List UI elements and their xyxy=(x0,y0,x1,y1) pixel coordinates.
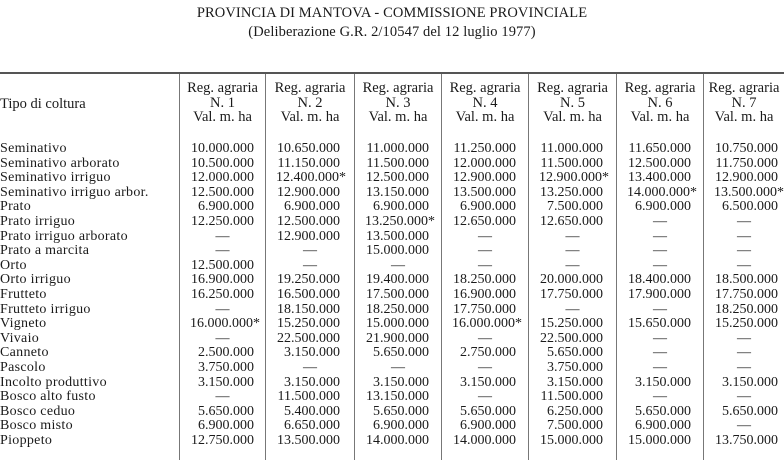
cell-value: 15.650.000 xyxy=(628,316,691,332)
cell-value: 13.500.000* xyxy=(714,184,784,200)
cell-value: 3.150.000 xyxy=(722,374,778,390)
table-row xyxy=(0,288,784,302)
column-header-line3: Val. m. ha xyxy=(280,109,340,125)
cell-value: 11.150.000 xyxy=(277,155,340,171)
column-header-line2: N. 3 xyxy=(385,94,411,111)
cell-value: 5.400.000 xyxy=(284,403,340,419)
crop-type-label: Frutteto xyxy=(0,287,47,302)
cell-value: — xyxy=(653,301,667,317)
cell-value: 15.000.000 xyxy=(366,243,429,259)
cell-value: 3.750.000 xyxy=(198,360,254,375)
cell-value: — xyxy=(737,228,751,244)
cell-value: — xyxy=(215,301,230,317)
crop-type-label: Canneto xyxy=(0,345,49,361)
table-row xyxy=(0,142,784,156)
cell-value: — xyxy=(565,301,580,317)
cell-value: 17.750.000 xyxy=(540,287,603,302)
cell-value: — xyxy=(303,243,317,259)
crop-type-label: Bosco alto fusto xyxy=(0,389,96,405)
cell-value: 2.750.000 xyxy=(460,345,516,361)
cell-value: — xyxy=(478,257,492,273)
crop-type-label: Vivaio xyxy=(0,330,40,346)
cell-value: 5.650.000 xyxy=(373,345,429,361)
cell-value: 17.500.000 xyxy=(366,287,429,302)
cell-value: — xyxy=(737,418,751,434)
column-header-line1: Reg. agraria xyxy=(449,80,521,96)
cell-value: 12.500.000 xyxy=(277,214,340,229)
cell-value: 13.150.000 xyxy=(366,389,429,405)
cell-value: 11.650.000 xyxy=(628,141,691,156)
cell-value: 22.500.000 xyxy=(540,330,603,346)
cell-value: 6.900.000 xyxy=(373,199,429,215)
cell-value: 12.650.000 xyxy=(540,214,603,229)
cell-value: 10.650.000 xyxy=(277,141,340,156)
cell-value: 5.650.000 xyxy=(373,403,429,419)
cell-value: 13.750.000 xyxy=(715,433,778,448)
cell-value: 11.500.000 xyxy=(540,155,603,171)
table-row xyxy=(0,303,784,317)
table-row xyxy=(0,405,784,419)
cell-value: — xyxy=(737,389,751,405)
cell-value: 13.150.000 xyxy=(366,184,429,200)
cell-value: — xyxy=(737,360,751,375)
cell-value: — xyxy=(565,257,580,273)
cell-value: 3.150.000 xyxy=(284,345,340,361)
cell-value: 18.250.000 xyxy=(453,272,516,288)
cell-value: 13.500.000 xyxy=(453,184,516,200)
cell-value: 6.900.000 xyxy=(198,418,254,434)
cell-value: — xyxy=(653,228,667,244)
column-header-region-6 xyxy=(617,81,703,125)
column-header-line2: N. 4 xyxy=(472,94,498,111)
crop-type-label: Bosco misto xyxy=(0,418,73,434)
cell-value: 22.500.000 xyxy=(277,330,340,346)
table-row xyxy=(0,346,784,360)
cell-value: — xyxy=(303,360,317,375)
cell-value: 16.500.000 xyxy=(277,287,340,302)
cell-value: 7.500.000 xyxy=(547,418,603,434)
cell-value: 15.000.000 xyxy=(628,433,691,448)
column-header-region-2 xyxy=(266,81,354,125)
crop-type-label: Seminativo arborato xyxy=(0,155,120,171)
cell-value: 11.000.000 xyxy=(540,141,603,156)
cell-value: 2.500.000 xyxy=(198,345,254,361)
column-header-line1: Reg. agraria xyxy=(537,80,608,96)
crop-type-label: Prato a marcita xyxy=(0,243,90,259)
crop-type-label: Orto irriguo xyxy=(0,272,71,288)
cell-value: 12.500.000 xyxy=(191,257,254,273)
column-header-line1: Reg. agraria xyxy=(362,80,434,96)
cell-value: 11.750.000 xyxy=(715,155,778,171)
cell-value: 6.900.000 xyxy=(635,418,691,434)
cell-value: 19.400.000 xyxy=(366,272,429,288)
column-header-line1: Reg. agraria xyxy=(274,80,346,96)
cell-value: 3.150.000 xyxy=(460,374,516,390)
table-row xyxy=(0,157,784,171)
cell-value: 12.400.000* xyxy=(276,170,346,186)
cell-value: 18.250.000 xyxy=(715,301,778,317)
cell-value: 20.000.000 xyxy=(540,272,603,288)
column-header-region-1 xyxy=(180,81,265,125)
cell-value: 15.250.000 xyxy=(715,316,778,332)
table-row xyxy=(0,361,784,375)
cell-value: 13.500.000 xyxy=(366,228,429,244)
cell-value: 12.650.000 xyxy=(453,214,516,229)
column-header-line2: N. 5 xyxy=(560,94,585,111)
cell-value: — xyxy=(565,228,580,244)
cell-value: 6.900.000 xyxy=(635,199,691,215)
table-row xyxy=(0,390,784,404)
cell-value: — xyxy=(653,360,667,375)
table-row xyxy=(0,434,784,448)
cell-value: 5.650.000 xyxy=(722,403,778,419)
cell-value: 6.900.000 xyxy=(460,418,516,434)
cell-value: — xyxy=(737,330,751,346)
cell-value: — xyxy=(737,257,751,273)
cell-value: 12.900.000 xyxy=(715,170,778,186)
column-header-line3: Val. m. ha xyxy=(368,109,428,125)
cell-value: — xyxy=(391,360,405,375)
cell-value: 15.250.000 xyxy=(277,316,340,332)
cell-value: 3.150.000 xyxy=(284,374,340,390)
cell-value: — xyxy=(215,330,230,346)
cell-value: 13.400.000 xyxy=(628,170,691,186)
cell-value: 21.900.000 xyxy=(366,330,429,346)
crop-type-label: Seminativo irriguo arbor. xyxy=(0,184,149,200)
column-header-line3: Val. m. ha xyxy=(455,109,515,125)
table-row xyxy=(0,171,784,185)
cell-value: 18.250.000 xyxy=(366,301,429,317)
cell-value: 12.750.000 xyxy=(191,433,254,448)
cell-value: 6.500.000 xyxy=(722,199,778,215)
cell-value: 16.250.000 xyxy=(191,287,254,302)
cell-value: 7.500.000 xyxy=(547,199,603,215)
table-row xyxy=(0,200,784,214)
cell-value: — xyxy=(653,243,667,259)
cell-value: — xyxy=(478,389,492,405)
crop-type-label: Pascolo xyxy=(0,360,46,375)
crop-type-label: Prato xyxy=(0,199,32,215)
cell-value: 12.900.000 xyxy=(277,228,340,244)
cell-value: 5.650.000 xyxy=(547,345,603,361)
cell-value: 10.750.000 xyxy=(715,141,778,156)
cell-value: 12.500.000 xyxy=(628,155,691,171)
table-row xyxy=(0,186,784,200)
cell-value: 10.500.000 xyxy=(191,155,254,171)
column-header-region-3 xyxy=(355,81,441,125)
cell-value: 18.400.000 xyxy=(628,272,691,288)
cell-value: — xyxy=(478,330,492,346)
cell-value: — xyxy=(653,330,667,346)
cell-value: 13.250.000* xyxy=(365,214,435,229)
column-header-line2: N. 6 xyxy=(647,94,673,111)
column-header-line3: Val. m. ha xyxy=(193,109,252,125)
crop-type-label: Pioppeto xyxy=(0,433,53,448)
column-header-region-5 xyxy=(529,81,616,125)
table-row xyxy=(0,215,784,229)
cell-value: 12.500.000 xyxy=(191,184,254,200)
crop-type-label: Prato irriguo arborato xyxy=(0,228,128,244)
cell-value: 3.750.000 xyxy=(547,360,603,375)
table-row xyxy=(0,259,784,273)
cell-value: 6.900.000 xyxy=(460,199,516,215)
cell-value: 12.000.000 xyxy=(191,170,254,186)
cell-value: 6.250.000 xyxy=(547,403,603,419)
crop-type-label: Prato irriguo xyxy=(0,214,76,229)
cell-value: 16.900.000 xyxy=(453,287,516,302)
table-row xyxy=(0,419,784,433)
cell-value: — xyxy=(391,257,405,273)
crop-type-label: Orto xyxy=(0,257,27,273)
column-header-line3: Val. m. ha xyxy=(714,109,774,125)
cell-value: 15.000.000 xyxy=(366,316,429,332)
cell-value: 11.500.000 xyxy=(540,389,603,405)
cell-value: — xyxy=(653,214,667,229)
cell-value: 15.000.000 xyxy=(540,433,603,448)
cell-value: 6.900.000 xyxy=(373,418,429,434)
cell-value: — xyxy=(737,214,751,229)
crop-type-label: Incolto produttivo xyxy=(0,374,107,390)
cell-value: 12.900.000 xyxy=(453,170,516,186)
cell-value: 6.650.000 xyxy=(284,418,340,434)
cell-value: 17.900.000 xyxy=(628,287,691,302)
cell-value: 11.500.000 xyxy=(277,389,340,405)
column-header-region-4 xyxy=(442,81,528,125)
cell-value: — xyxy=(215,243,230,259)
cell-value: 13.250.000 xyxy=(540,184,603,200)
cell-value: 15.250.000 xyxy=(540,316,603,332)
cell-value: 12.900.000 xyxy=(277,184,340,200)
cell-value: — xyxy=(478,360,492,375)
document-title: PROVINCIA DI MANTOVA - COMMISSIONE PROVINCIALE xyxy=(196,5,588,21)
cell-value: 11.500.000 xyxy=(366,155,429,171)
table-row xyxy=(0,332,784,346)
cell-value: 16.000.000* xyxy=(452,316,522,332)
cell-value: 12.900.000* xyxy=(539,170,609,186)
cell-value: — xyxy=(653,257,667,273)
cell-value: — xyxy=(565,243,580,259)
column-header-line1: Reg. agraria xyxy=(708,80,780,96)
cell-value: 12.250.000 xyxy=(191,214,254,229)
cell-value: 5.650.000 xyxy=(635,403,691,419)
cell-value: — xyxy=(653,345,667,361)
cell-value: — xyxy=(478,243,492,259)
cell-value: 19.250.000 xyxy=(277,272,340,288)
cell-value: — xyxy=(478,228,492,244)
cell-value: 18.500.000 xyxy=(715,272,778,288)
table-row xyxy=(0,376,784,390)
cell-value: 11.250.000 xyxy=(453,141,516,156)
cell-value: 17.750.000 xyxy=(453,301,516,317)
column-header-tipo-di-coltura: Tipo di coltura xyxy=(0,96,86,112)
cell-value: — xyxy=(737,345,751,361)
crop-type-label: Frutteto irriguo xyxy=(0,301,91,317)
cell-value: 18.150.000 xyxy=(277,301,340,317)
cell-value: 11.000.000 xyxy=(366,141,429,156)
cell-value: 14.000.000 xyxy=(453,433,516,448)
cell-value: 12.000.000 xyxy=(453,155,516,171)
table-row xyxy=(0,244,784,258)
crop-type-label: Vigneto xyxy=(0,316,47,332)
crop-type-label: Seminativo irriguo xyxy=(0,170,111,186)
cell-value: 5.650.000 xyxy=(460,403,516,419)
cell-value: 12.500.000 xyxy=(366,170,429,186)
cell-value: 5.650.000 xyxy=(198,403,254,419)
crop-type-label: Seminativo xyxy=(0,141,67,156)
cell-value: — xyxy=(215,228,230,244)
cell-value: 13.500.000 xyxy=(277,433,340,448)
column-header-line3: Val. m. ha xyxy=(543,109,602,125)
crop-type-label: Bosco ceduo xyxy=(0,403,76,419)
cell-value: 14.000.000* xyxy=(627,184,697,200)
cell-value: 17.750.000 xyxy=(715,287,778,302)
cell-value: 16.000.000* xyxy=(190,316,260,332)
table-row xyxy=(0,317,784,331)
cell-value: — xyxy=(303,257,317,273)
cell-value: 10.000.000 xyxy=(191,141,254,156)
column-header-line2: N. 7 xyxy=(731,94,757,111)
table-top-rule xyxy=(0,72,784,74)
cell-value: 6.900.000 xyxy=(284,199,340,215)
document-subtitle: (Deliberazione G.R. 2/10547 del 12 luglio 1977) xyxy=(248,24,536,40)
cell-value: — xyxy=(215,389,230,405)
column-header-line1: Reg. agraria xyxy=(624,80,696,96)
column-header-line2: N. 1 xyxy=(210,94,235,111)
cell-value: — xyxy=(653,389,667,405)
cell-value: — xyxy=(737,243,751,259)
column-header-line1: Reg. agraria xyxy=(187,80,258,96)
cell-value: 14.000.000 xyxy=(366,433,429,448)
cell-value: 3.150.000 xyxy=(198,374,254,390)
cell-value: 3.150.000 xyxy=(635,374,691,390)
table-row xyxy=(0,230,784,244)
table-row xyxy=(0,273,784,287)
column-header-line3: Val. m. ha xyxy=(630,109,690,125)
cell-value: 3.150.000 xyxy=(373,374,429,390)
cell-value: 16.900.000 xyxy=(191,272,254,288)
column-header-region-7 xyxy=(704,81,784,125)
cell-value: 6.900.000 xyxy=(198,199,254,215)
cell-value: 3.150.000 xyxy=(547,374,603,390)
column-header-line2: N. 2 xyxy=(297,94,323,111)
